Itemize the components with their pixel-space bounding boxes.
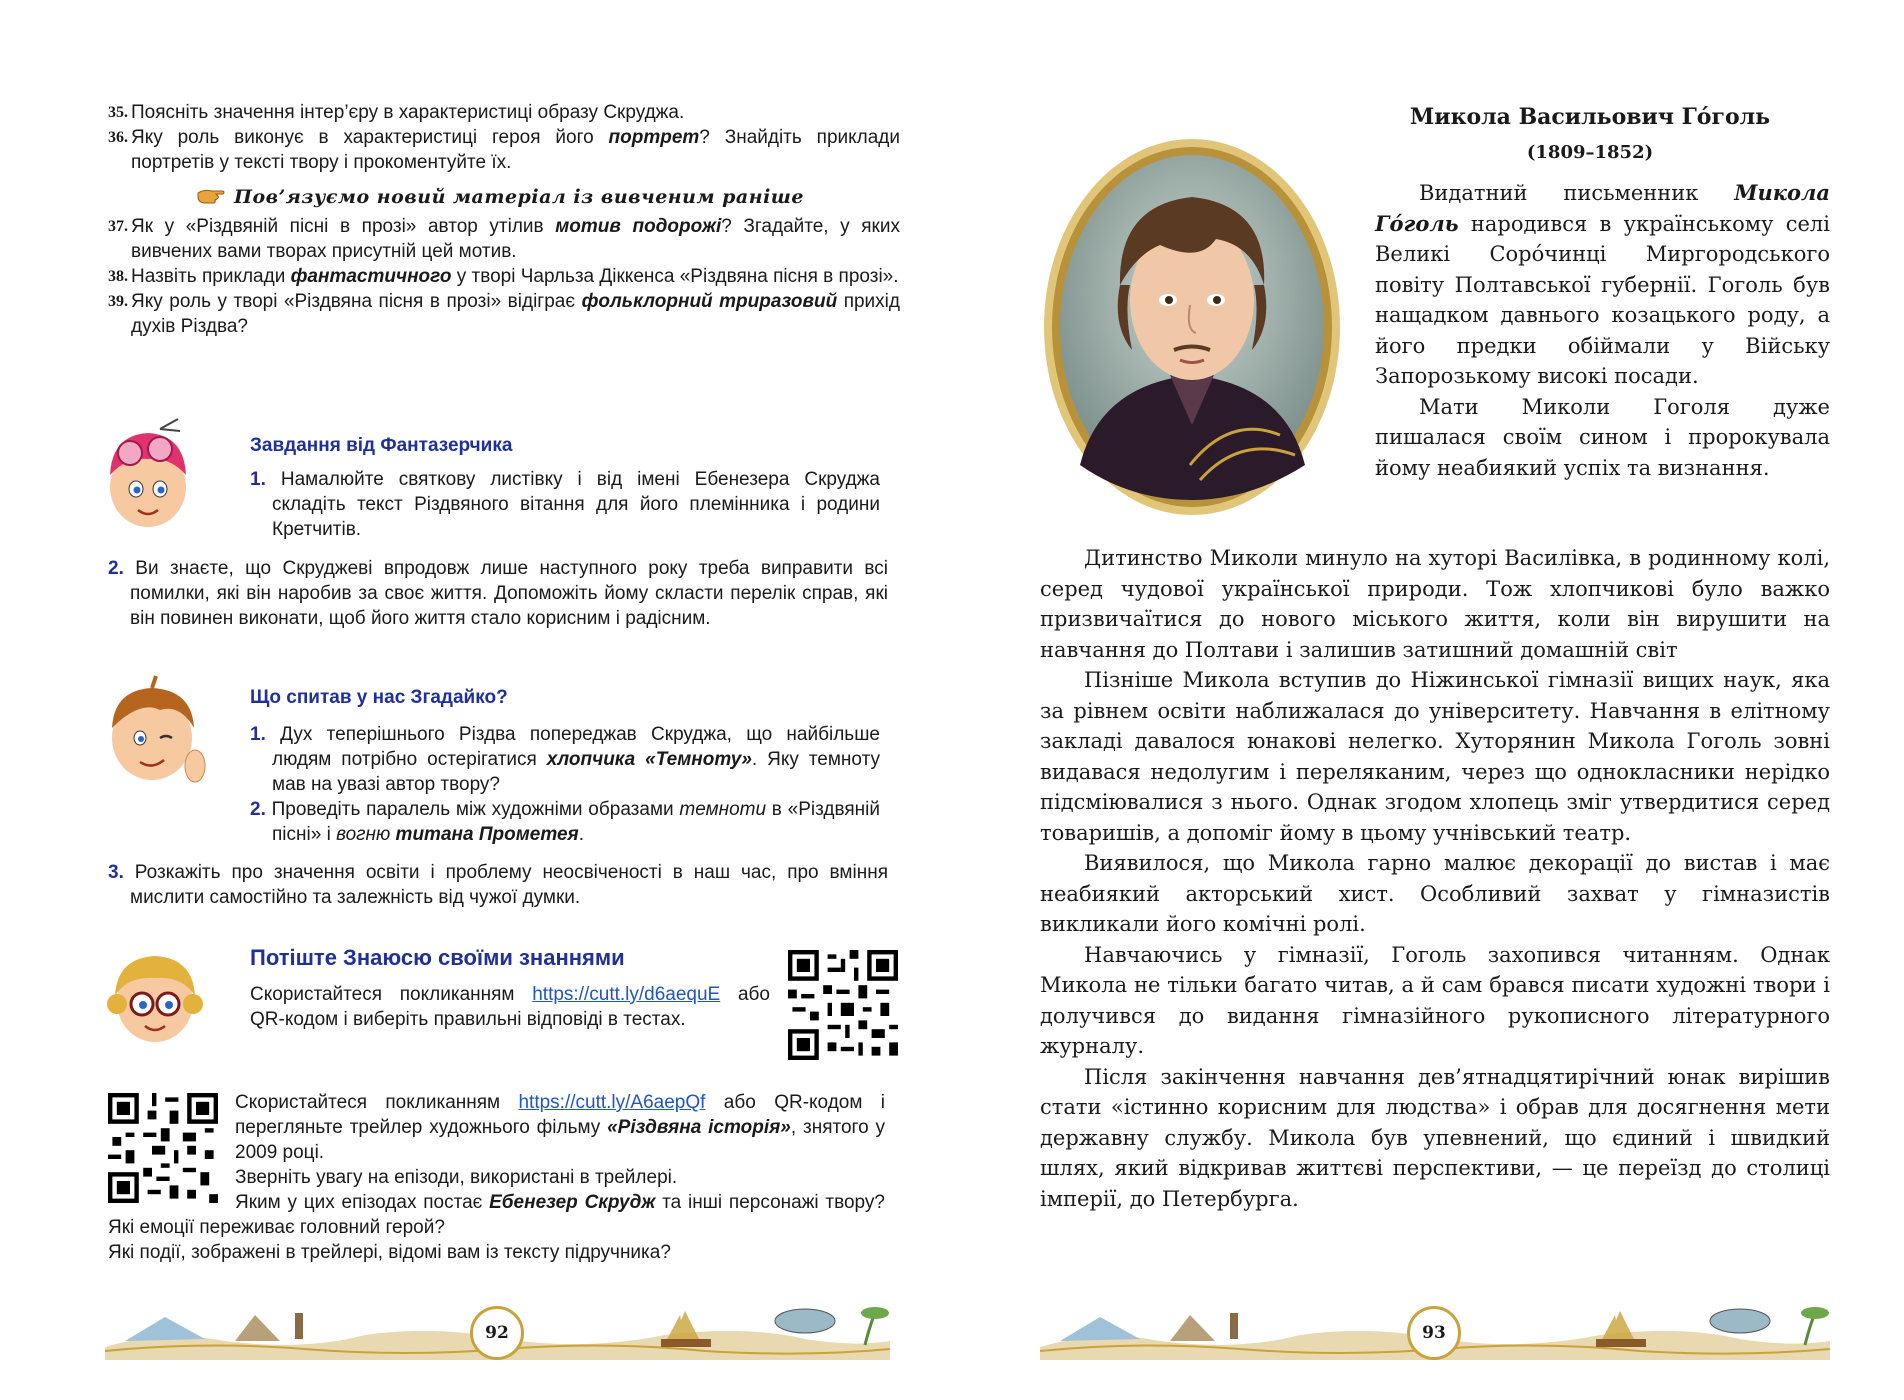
paragraph-intro — [1375, 178, 1830, 483]
trailer-block — [235, 1090, 885, 1190]
text-part: прихід духів Різдва? — [131, 291, 900, 337]
biography-title: Микола Васильович Гóголь — [1409, 104, 1771, 130]
question-39 — [100, 289, 900, 339]
film-title: «Різдвяна історія» — [607, 1117, 791, 1138]
text-part: Скористайтеся покликанням — [235, 1092, 519, 1113]
question-text — [131, 264, 900, 289]
keyword: титана Прометея — [395, 824, 579, 845]
trailer-questions — [108, 1190, 885, 1265]
task-item — [108, 556, 888, 631]
task-number: 2. — [108, 558, 124, 579]
portrait-image — [1040, 135, 1345, 520]
keyword: вогню — [336, 824, 391, 845]
paragraph-2: Мати Миколи Гоголя дуже пишалася своїм сином і пророкувала йому неабиякий успіх та визнання. — [1375, 394, 1830, 480]
paragraph-7: Після закінчення навчання дев’ятнадцятирічний юнак вирішив стати «істинно корисним для людства» і обрав для досягнення мети державну службу. Микола був упевнений, що єдиний і швидкий шлях, який відкривав життєві перспективи, — це переїзд до столиці імперії, до Петербурга. — [1040, 1064, 1830, 1211]
text-part: , знятого у 2009 році. — [235, 1117, 885, 1163]
task-item — [250, 467, 880, 542]
keyword: портрет — [608, 127, 700, 148]
left-page — [100, 100, 900, 339]
biography-years: (1809–1852) — [1526, 142, 1654, 163]
keyword: фантастичного — [290, 266, 452, 287]
text-part: Яким у цих епізодах постає — [235, 1192, 490, 1213]
text-part: або QR-кодом і перегляньте трейлер художнього фільму — [235, 1092, 886, 1138]
keyword: темноти — [679, 799, 767, 820]
task-text: . — [578, 824, 585, 845]
znaiusia-block — [250, 945, 770, 1032]
question-number: 35. — [108, 104, 128, 121]
question-text: Поясніть значення інтер’єру в характеристиці образу Скруджа. — [131, 102, 685, 123]
section-heading-text: Пов’язуємо новий матеріал із вивченим раніше — [234, 186, 804, 208]
question-text — [131, 125, 900, 175]
paragraph-4: Пізніше Микола вступив до Ніжинської гімназії вищих наук, яка за рівнем освіти наближалася до університету. Навчання в елітному закладі давалося юнакові нелегко. Хуторянин Микола Гоголь зовні видавася недолугим і переляканим, через що однокласники нерідко підсміювалися з нього. Однак згодом хлопець зміг утвердитися серед товаришів, а допоміг йому в цьому учнівський театр. — [1040, 668, 1830, 845]
text-part: Яку роль у творі «Різдвяна пісня в прозі» відіграє — [131, 291, 582, 312]
question-text — [131, 214, 900, 264]
task-text: Ви знаєте, що Скруджеві впродовж лише наступного року треба виправити всі помилки, які він наробив за своє життя. Допоможіть йому скласти перелік справ, які він повинен виконати, щоб його життя стало корисним і радісним. — [130, 558, 889, 629]
keyword: Ебенезер Скрудж — [489, 1192, 656, 1213]
text-part: у творі Чарльза Діккенса «Різдвяна пісня в прозі». — [451, 266, 899, 287]
zgadaiko-heading: Що спитав у нас Згадайко? — [250, 687, 508, 708]
text-part: Яку роль виконує в характеристиці героя його — [131, 127, 609, 148]
text-part: Видатний письменник — [1419, 181, 1735, 205]
text-part: Як у «Різдвяній пісні в прозі» автор утілив — [131, 216, 556, 237]
text-part: ? Згадайте, у яких вивчених вами творах присутній цей мотив. — [131, 216, 900, 262]
test-link[interactable]: https://cutt.ly/d6aequE — [532, 984, 721, 1005]
paragraph-1 — [1375, 178, 1830, 392]
task-text: Дух теперішнього Різдва попереджав Скруджа, що найбільше людям потрібно остерігатися — [272, 724, 881, 770]
task-number: 2. — [250, 799, 266, 820]
text-part: Назвіть приклади — [131, 266, 291, 287]
boy-avatar — [100, 670, 210, 795]
qr-code[interactable] — [788, 950, 898, 1060]
keyword: хлопчика «Темноту» — [546, 749, 752, 770]
task-text: Проведіть паралель між художніми образами — [271, 799, 680, 820]
paragraph-6: Навчаючись у гімназії, Гоголь захопився читанням. Однак Микола не тільки багато читав, а й сам брався писати художні твори і долучився до видання гімназійного рукописного літературного журналу. — [1040, 942, 1830, 1058]
task-text: Намалюйте святкову листівку і від імені Ебенезера Скруджа складіть текст Різдвяного вітання для його племінника і родини Кретчитів. — [272, 469, 880, 540]
paragraph-main — [1040, 543, 1830, 1214]
page-number: 92 — [470, 1306, 524, 1360]
pointing-hand-icon — [196, 187, 226, 205]
zgadaiko-task-3 — [108, 860, 888, 910]
paragraph-3: Дитинство Миколи минуло на хуторі Василівка, в родинному колі, серед чудової української природи. Тож хлопчикові було важко призвичаїтися до нового міського життя, коли він вирушити на навчання до Полтави і залишив затишний домашній світ — [1040, 546, 1830, 662]
task-text: в «Різдвяній пісні» і — [272, 799, 880, 845]
question-number: 36. — [108, 129, 128, 146]
fantazerchyk-heading: Завдання від Фантазерчика — [250, 435, 513, 456]
task-text: Розкажіть про значення освіти і проблему неосвіченості в наш час, про вміння мислити самостійно та залежність від чужої думки. — [130, 862, 888, 908]
text-part: народився в українському селі Великі Сорóчинці Миргородського повіту Полтавської губернії. Гоголь був нащадком давнього козацького роду, а його предки обіймали у Війську Запорозькому високі посади. — [1375, 211, 1830, 388]
question-text — [131, 289, 900, 339]
trailer-question — [108, 1190, 885, 1240]
fantazerchyk-block — [250, 433, 880, 542]
znaiusia-text — [250, 982, 770, 1032]
znaiusia-heading: Потіште Знаюсю своїми знаннями — [250, 945, 625, 970]
trailer-question: Які події, зображені в трейлері, відомі вам із тексту підручника? — [108, 1242, 671, 1263]
trailer-note: Зверніть увагу на епізоди, використані в трейлері. — [235, 1167, 678, 1188]
trailer-link[interactable]: https://cutt.ly/A6aepQf — [518, 1092, 706, 1113]
paragraph-5: Виявилося, що Микола гарно малює декорації до вистав і має неабиякий акторський хист. Особливий захват у гімназистів викликали його комічні ролі. — [1040, 851, 1830, 936]
trailer-text — [235, 1090, 885, 1165]
task-item — [108, 860, 888, 910]
question-number: 37. — [108, 218, 128, 235]
zgadaiko-block — [250, 685, 880, 847]
text-part: Скористайтеся покликанням — [250, 984, 533, 1005]
section-heading — [100, 185, 900, 210]
qr-code[interactable] — [108, 1093, 218, 1203]
question-35 — [100, 100, 900, 125]
girl-glasses-avatar — [105, 942, 205, 1052]
task-text: . Яку темноту мав на увазі автор твору? — [272, 749, 880, 795]
page-number: 93 — [1407, 1306, 1461, 1360]
text-part: або QR-кодом і виберіть правильні відповіді в тестах. — [250, 984, 770, 1030]
author-name: Микола Гóголь — [1375, 180, 1830, 236]
fantazerchyk-task-2 — [108, 556, 888, 631]
text-part: та інші персонажі твору? Які емоції переживає головний герой? — [108, 1192, 885, 1238]
task-number: 1. — [250, 724, 266, 745]
task-item — [250, 797, 880, 847]
question-38 — [100, 264, 900, 289]
keyword: фольклорний триразовий — [581, 291, 838, 312]
question-37 — [100, 214, 900, 264]
task-number: 3. — [108, 862, 124, 883]
keyword: мотив подорожі — [555, 216, 722, 237]
question-number: 39. — [108, 293, 128, 310]
text-part: ? Знайдіть приклади портретів у тексті твору і прокоментуйте їх. — [131, 127, 900, 173]
question-36 — [100, 125, 900, 175]
question-number: 38. — [108, 268, 128, 285]
task-item — [250, 722, 880, 797]
task-number: 1. — [250, 469, 266, 490]
girl-avatar — [100, 415, 195, 535]
